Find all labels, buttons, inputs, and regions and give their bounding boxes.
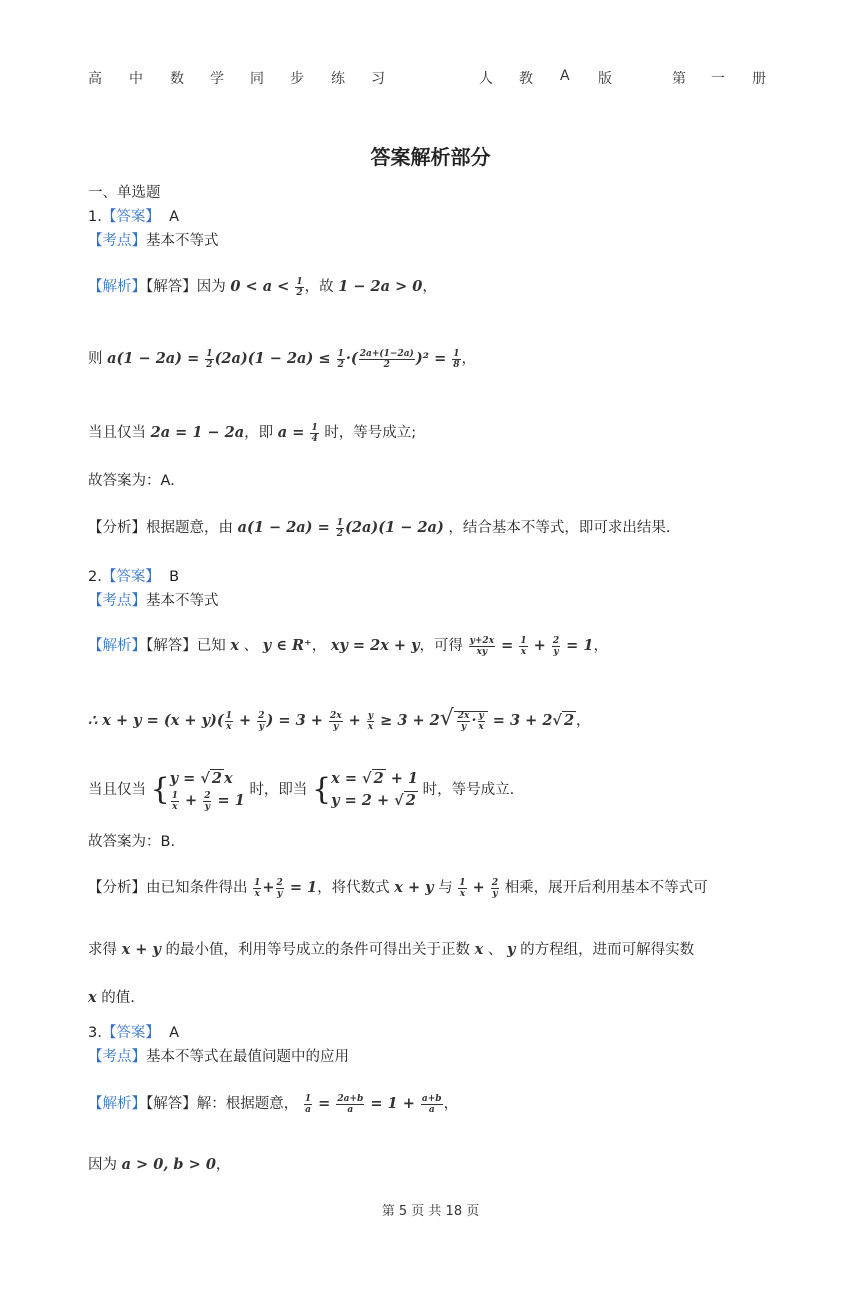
brace-symbol: { (150, 772, 170, 807)
point-tag: 【考点】 (88, 1049, 146, 1065)
q2-analysis-line2 (88, 706, 591, 732)
math-formula: $\frac{y+2x}{xy}$ = $\frac{1}{x}$ + $\frac{2}{y}$ = 1 (469, 635, 594, 657)
q2-analysis-line3 (88, 768, 514, 812)
text: 已知 (196, 638, 226, 654)
q1-fenxi (88, 516, 671, 539)
text: ， (576, 713, 591, 729)
header-char: 练 (331, 71, 345, 87)
fenxi-tag: 【分析】 (88, 520, 146, 536)
text: ，将代数式 (317, 880, 390, 896)
header-char: 学 (210, 71, 224, 87)
page-footer: 第 5 页 共 18 页 (381, 1204, 480, 1219)
analysis-tag: 【解析】 (88, 279, 146, 295)
text: 相乘，展开后利用基本不等式可 (504, 880, 708, 896)
math-formula: a(1 − 2a) = $\frac{1}{2}$ (2a)(1 − 2a) (237, 517, 444, 539)
text: 的值. (101, 990, 135, 1006)
answer-tag: 【答案】 (101, 569, 160, 585)
text: ，即 (244, 425, 274, 441)
answer-tag: 【答案】 (101, 1025, 160, 1041)
math-formula: x + y (121, 941, 161, 958)
brace-symbol: { (312, 772, 332, 807)
fenxi-tag: 【分析】 (88, 880, 146, 896)
text: ， (311, 638, 327, 654)
text: 、 (487, 942, 503, 958)
header-char: A (560, 68, 570, 84)
point-text: 基本不等式在最值问题中的应用 (146, 1049, 349, 1065)
math-system: y = √ 2 x $\frac{1}{x}$ + $\frac{2}{y}$ = 1 (169, 770, 245, 812)
math-formula: 2a = 1 − 2a (150, 424, 245, 441)
text: ，故 (304, 279, 334, 295)
text: 当且仅当 (88, 782, 146, 798)
q2-analysis-line1 (88, 634, 608, 657)
q3-answer-line (88, 1021, 179, 1042)
text: 则 (88, 351, 103, 367)
answer-tag: 【答案】 (101, 209, 160, 225)
q1-conclusion: 故答案为：A. (88, 473, 175, 489)
q2-fenxi-line1 (88, 876, 708, 899)
answer-value: A (169, 209, 179, 225)
q2-point-line (88, 589, 219, 610)
header-char: 中 (129, 71, 143, 87)
analysis-tag: 【解析】 (88, 638, 146, 654)
text: ， (461, 351, 477, 367)
text: 由已知条件得出 (146, 880, 248, 896)
q3-analysis-line2 (88, 1153, 230, 1174)
math-formula: $\frac{1}{x}$ + $\frac{2}{y}$ = 1 (254, 877, 318, 899)
q3-analysis-line1 (88, 1092, 458, 1115)
text: ， (593, 638, 608, 654)
header-char: 教 (519, 71, 533, 87)
text: 时，等号成立. (422, 782, 515, 798)
q2-conclusion: 故答案为：B. (88, 834, 176, 850)
q1-analysis-line1 (88, 275, 437, 298)
question-number: 1. (88, 209, 102, 225)
q2-fenxi-line3 (88, 986, 135, 1007)
point-tag: 【考点】 (88, 233, 146, 249)
point-text: 基本不等式 (146, 593, 219, 609)
math-formula: y ∈ R⁺ (262, 637, 312, 654)
solve-tag: 【解答】 (146, 638, 197, 654)
math-formula: xy = 2x + y (330, 637, 420, 654)
point-tag: 【考点】 (88, 593, 146, 609)
math-formula: 0 < a < $\frac{1}{2}$ (230, 276, 303, 298)
text: 的最小值，利用等号成立的条件可得出关于正数 (165, 942, 471, 958)
text: 因为 (196, 279, 226, 295)
text: 、 (243, 638, 259, 654)
text: 求得 (88, 942, 117, 958)
point-text: 基本不等式 (146, 233, 219, 249)
math-formula: a > 0, b > 0 (121, 1156, 216, 1173)
math-formula: ∴ x + y = (x + y)( $\frac{1}{x}$ + $\frac{2}{y}$ ) = 3 + $\frac{2x}{y}$ + $\frac{y}{x}$ ≥ 3 + 2√ $\frac{2x}{y}$ · $\frac{y}{x}$ = 3 + 2√ 2 (88, 706, 575, 732)
q2-fenxi-line2 (88, 938, 694, 959)
math-formula: $\frac{1}{a}$ = $\frac{2a+b}{a}$ = 1 + $\frac{a+b}{a}$ (304, 1093, 442, 1115)
text: 的方程组，进而可解得实数 (520, 942, 695, 958)
math-formula: x (230, 637, 240, 654)
text: 当且仅当 (88, 425, 146, 441)
header-char: 数 (170, 71, 184, 87)
text: ， (443, 1096, 459, 1112)
header-char: 习 (371, 71, 385, 87)
text: ， (422, 279, 437, 295)
math-formula: x (88, 989, 97, 1006)
question-number: 3. (88, 1025, 102, 1041)
header-char: 步 (290, 71, 304, 87)
answer-value: A (169, 1025, 179, 1041)
text: ，可得 (419, 638, 464, 654)
header-char: 第 (672, 71, 686, 87)
q1-point-line (88, 229, 219, 250)
header-char: 册 (752, 71, 766, 87)
question-number: 2. (88, 569, 102, 585)
math-formula: a = $\frac{1}{4}$ (277, 422, 318, 444)
analysis-tag: 【解析】 (88, 1096, 146, 1112)
section-heading: 一、单选题 (88, 185, 161, 201)
math-formula: 1 − 2a > 0 (338, 278, 423, 295)
text: 解：根据题意， (196, 1096, 299, 1112)
text: 时，等号成立; (324, 425, 417, 441)
q1-answer-line (88, 205, 179, 226)
q3-point-line (88, 1045, 349, 1066)
page-title: 答案解析部分 (370, 145, 491, 169)
solve-tag: 【解答】 (146, 1096, 197, 1112)
math-formula: x (474, 941, 484, 958)
q2-answer-line (88, 565, 179, 586)
q1-analysis-line3 (88, 421, 416, 444)
q1-analysis-line2 (88, 347, 476, 370)
text: 与 (438, 880, 453, 896)
math-formula: y (507, 941, 516, 958)
header-char: 人 (479, 71, 493, 87)
text: ， (215, 1157, 231, 1173)
math-formula: x + y (394, 879, 434, 896)
header-char: 同 (250, 71, 264, 87)
text: ，结合基本不等式，即可求出结果. (448, 520, 671, 536)
text: 因为 (88, 1157, 117, 1173)
header-char: 高 (88, 71, 102, 87)
solve-tag: 【解答】 (146, 279, 197, 295)
header-char: 版 (598, 71, 612, 87)
math-system: x = √ 2 + 1 y = 2 + √ 2 (331, 770, 418, 809)
math-formula: a(1 − 2a) = $\frac{1}{2}$ (2a)(1 − 2a) ≤ $\frac{1}{2}$ ·( $\frac{2a+(1-2a)}{2}$ )² = $\frac{1}{8}$ (107, 348, 460, 370)
text: 根据题意，由 (146, 520, 233, 536)
answer-value: B (169, 569, 180, 585)
math-formula: $\frac{1}{x}$ + $\frac{2}{y}$ (459, 877, 499, 899)
header-char: 一 (711, 71, 725, 87)
text: 时，即当 (249, 782, 308, 798)
